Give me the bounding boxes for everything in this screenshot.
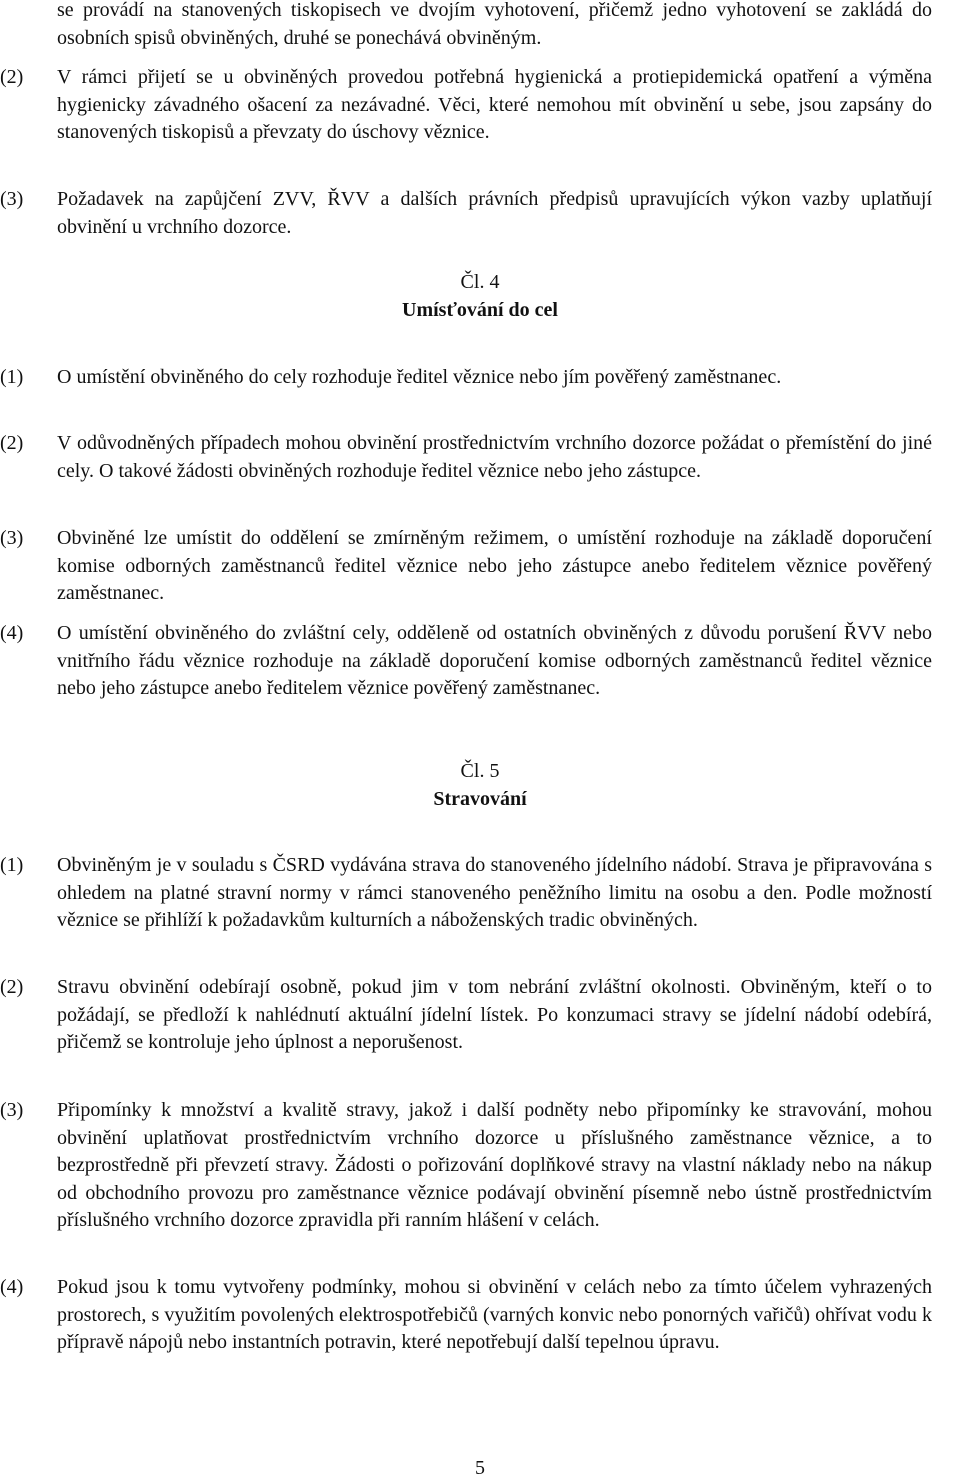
paragraph-number: (1) xyxy=(0,854,24,876)
article4-paragraph-3 xyxy=(0,525,932,608)
article3-paragraph-2 xyxy=(0,64,932,147)
article5-heading xyxy=(0,758,960,813)
article3-paragraph-3 xyxy=(0,186,932,241)
paragraph-text: Pokud jsou k tomu vytvořeny podmínky, mohou si obvinění v celách nebo za tímto účelem vyhrazených prostorech, s využitím povolených elektrospotřebičů (varných konvic nebo ponorných vařičů) ohřívat vodu k přípravě nápojů nebo instantních potravin, které nepotřebují další tepelnou úpravu. xyxy=(57,1276,932,1353)
paragraph-text: Stravu obvinění odebírají osobně, pokud jim v tom nebrání zvláštní okolnosti. Obviněným, kteří o to požádají, se předloží k nahlédnutí aktuální jídelní lístek. Po konzumaci stravy se jídelní nádobí odebírá, přičemž se kontroluje jeho úplnost a neporušenost. xyxy=(57,976,932,1053)
article-title: Stravování xyxy=(433,787,527,810)
paragraph-text: V rámci přijetí se u obviněných provedou potřebná hygienická a protiepidemická opatření a výměna hygienicky závadného ošacení za nezávadné. Věci, které nemohou mít obvinění u sebe, jsou zapsány do stanovených tiskopisů a převzaty do úschovy věznice. xyxy=(57,66,932,143)
paragraph-text: O umístění obviněného do zvláštní cely, odděleně od ostatních obviněných z důvodu porušení ŘVV nebo vnitřního řádu věznice rozhoduje na základě doporučení komise odborných zaměstnanců ředitel věznice nebo jeho zástupce anebo ředitelem věznice pověřený zaměstnanec. xyxy=(57,622,932,699)
page-number: 5 xyxy=(475,1457,485,1479)
paragraph-text: V odůvodněných případech mohou obvinění prostřednictvím vrchního dozorce požádat o přemístění do jiné cely. O takové žádosti obviněných rozhoduje ředitel věznice nebo jeho zástupce. xyxy=(57,432,932,482)
article5-paragraph-1 xyxy=(0,852,932,935)
article-number: Čl. 4 xyxy=(460,271,500,293)
intro-paragraph: se provádí na stanovených tiskopisech ve dvojím vyhotovení, přičemž jedno vyhotovení se zakládá do osobních spisů obviněných, druhé se ponechává obviněným. xyxy=(57,0,932,49)
article4-paragraph-1 xyxy=(0,364,932,392)
article-number: Čl. 5 xyxy=(460,760,500,782)
paragraph-number: (4) xyxy=(0,622,24,644)
article-title: Umísťování do cel xyxy=(402,298,558,321)
article5-paragraph-2 xyxy=(0,974,932,1057)
paragraph-number: (1) xyxy=(0,366,24,388)
paragraph-number: (2) xyxy=(0,432,24,454)
article4-paragraph-4 xyxy=(0,620,932,703)
paragraph-number: (2) xyxy=(0,66,24,88)
article4-paragraph-2 xyxy=(0,430,932,485)
paragraph-number: (3) xyxy=(0,1099,24,1121)
paragraph-number: (3) xyxy=(0,188,24,210)
paragraph-number: (2) xyxy=(0,976,24,998)
article5-paragraph-4 xyxy=(0,1274,932,1357)
paragraph-number: (4) xyxy=(0,1276,24,1298)
article4-heading xyxy=(0,269,960,324)
paragraph-text: Požadavek na zapůjčení ZVV, ŘVV a dalších právních předpisů upravujících výkon vazby uplatňují obvinění u vrchního dozorce. xyxy=(57,188,932,238)
paragraph-text: Připomínky k množství a kvalitě stravy, jakož i další podněty nebo připomínky ke stravování, mohou obvinění uplatňovat prostřednictvím vrchního dozorce u příslušného zaměstnance věznice, a to bezprostředně při převzetí stravy. Žádosti o pořizování doplňkové stravy na vlastní náklady nebo na nákup od obchodního provozu pro zaměstnance věznice podávají obvinění písemně nebo ústně prostřednictvím příslušného vrchního dozorce zpravidla při ranním hlášení v celách. xyxy=(57,1099,932,1231)
article5-paragraph-3 xyxy=(0,1097,932,1235)
paragraph-number: (3) xyxy=(0,527,24,549)
paragraph-text: O umístění obviněného do cely rozhoduje ředitel věznice nebo jím pověřený zaměstnanec. xyxy=(57,366,782,388)
paragraph-text: Obviněné lze umístit do oddělení se zmírněným režimem, o umístění rozhoduje na základě doporučení komise odborných zaměstnanců ředitel věznice nebo jeho zástupce anebo ředitelem věznice pověřený zaměstnanec. xyxy=(57,527,932,604)
paragraph-text: Obviněným je v souladu s ČSRD vydávána strava do stanoveného jídelního nádobí. Strava je připravována s ohledem na platné stravní normy v rámci stanoveného peněžního limitu na osobu a den. Podle možností věznice se přihlíží k požadavkům kulturních a náboženských tradic obviněných. xyxy=(57,854,932,931)
